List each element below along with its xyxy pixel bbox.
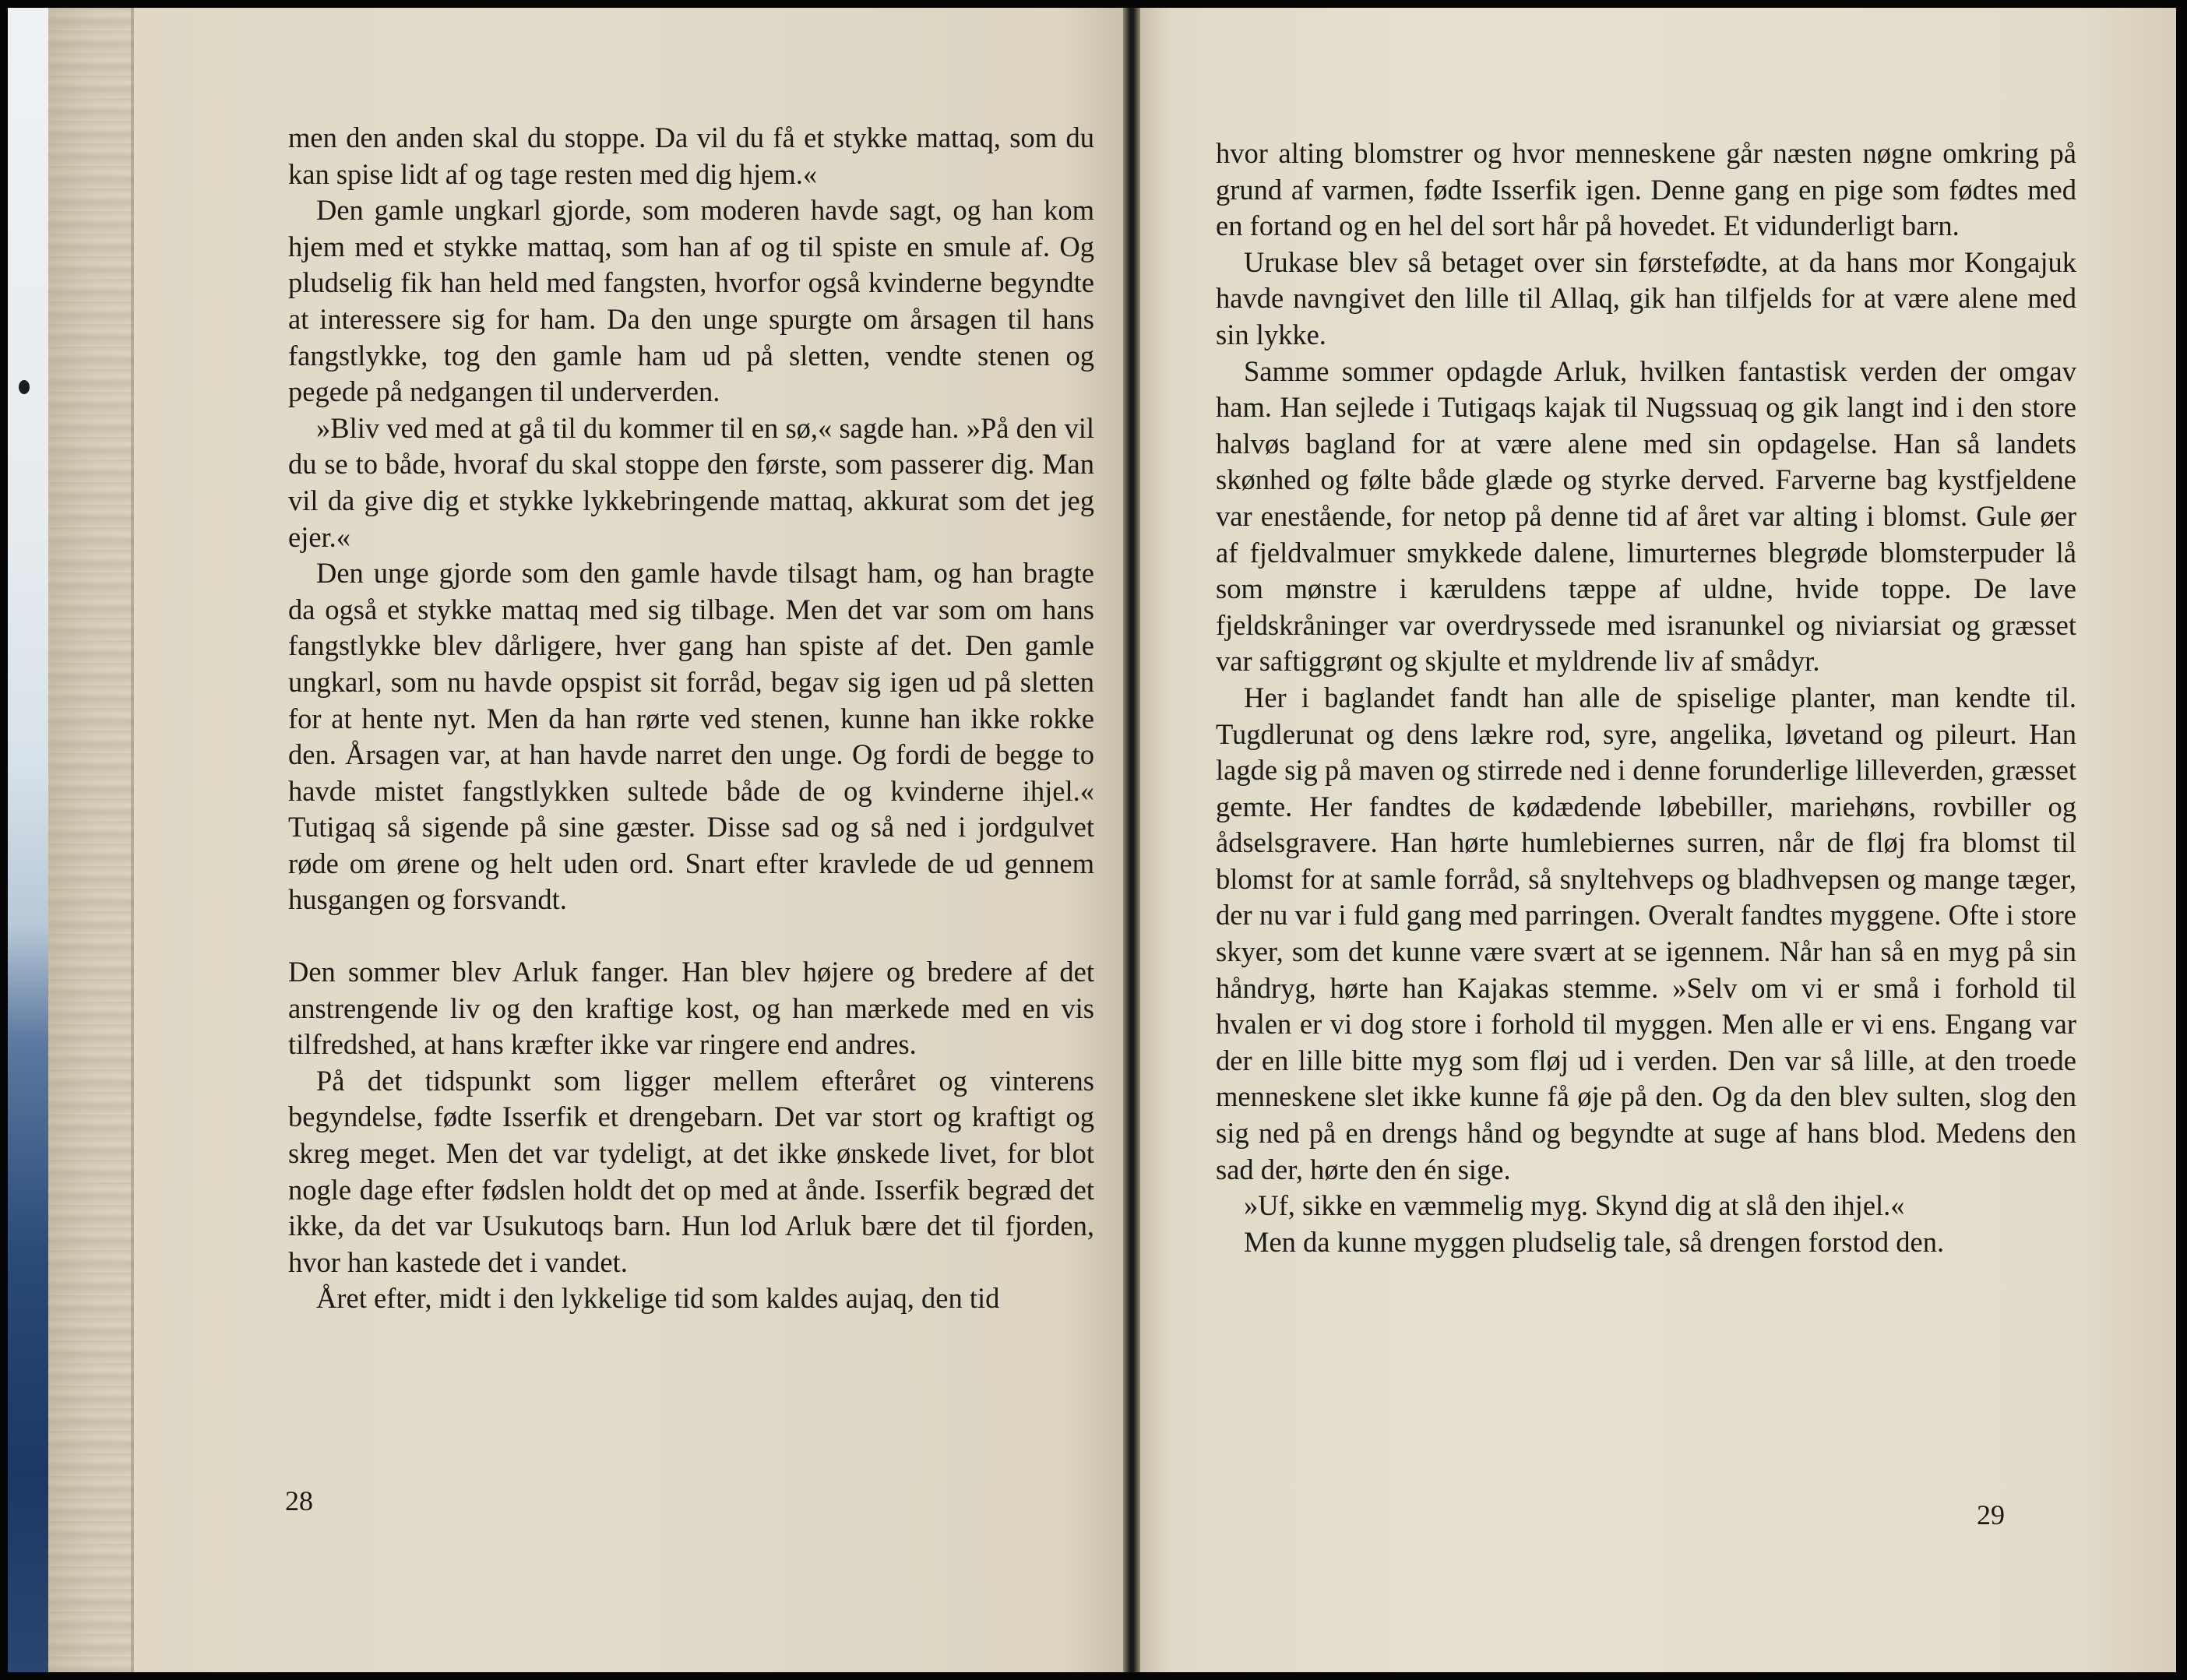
- paragraph: Den gamle ungkarl gjorde, som moderen havde sagt, og han kom hjem med et stykke mattaq, som han af og til spiste en smule af. Og pludselig fik han held med fangsten, hvorfor også kvinderne begyndte at interessere sig for ham. Da den unge spurgte om årsagen til hans fangstlykke, tog den gamle ham ud på sletten, vendte stenen og pegede på nedgangen til underverden.: [288, 194, 1094, 408]
- page-number: 28: [285, 1485, 313, 1516]
- left-page: [48, 8, 1123, 1672]
- page-number: 29: [1977, 1499, 2005, 1530]
- paragraph: På det tidspunkt som ligger mellem efteråret og vinterens begyndelse, fødte Isserfik et drengebarn. Det var stort og kraftigt og skreg meget. Men det var tydeligt, at det ikke ønskede livet, for blot nogle dage efter fødslen holdt det op med at ånde. Isserfik begræd det ikke, da det var Usukutoqs barn. Hun lod Arluk bære det til fjorden, hvor han kastede det i vandet.: [288, 1064, 1094, 1278]
- paragraph: men den anden skal du stoppe. Da vil du få et stykke mattaq, som du kan spise lidt af og tage resten med dig hjem.«: [288, 122, 1094, 190]
- paragraph: hvor alting blomstrer og hvor menneskene går næsten nøgne omkring på grund af varmen, fødte Isserfik igen. Denne gang en pige som fødtes med en fortand og en hel del sort hår på hovedet. Et vidunderligt barn.: [1216, 137, 2076, 242]
- paragraph: Året efter, midt i den lykkelige tid som kaldes aujaq, den tid: [316, 1282, 1000, 1315]
- paragraph: »Bliv ved med at gå til du kommer til en sø,« sagde han. »På den vil du se to både, hvoraf du skal stoppe den første, som passerer dig. Man vil da give dig et stykke lykkebringende mattaq, akkurat som det jeg ejer.«: [288, 411, 1094, 553]
- background-scene: [8, 8, 48, 1672]
- right-page-text: [1216, 136, 2076, 1260]
- paragraph: »Uf, sikke en væmmelig myg. Skynd dig at slå den ihjel.«: [1244, 1189, 1905, 1222]
- right-page: [1140, 8, 2176, 1672]
- left-page-text: [288, 120, 1094, 1317]
- paragraph: Urukase blev så betaget over sin førstefødte, at da hans mor Kongajuk havde navngivet den lille til Allaq, gik han tilfjelds for at være alene med sin lykke.: [1216, 245, 2076, 350]
- worn-page-edge: [48, 8, 134, 1672]
- paragraph: Her i baglandet fandt han alle de spiselige planter, man kendte til. Tugdlerunat og dens lækre rod, syre, angelika, løvetand og pileurt. Han lagde sig på maven og stirrede ned i denne forunderlige lilleverden, græsset gemte. Her fandtes de kødædende løbebiller, mariehøns, rovbiller og ådselsgravere. Han hørte humlebiernes surren, når de fløj fra blomst til blomst for at samle forråd, så snyltehveps og bladhvepsen og mange tæger, der nu var i fuld gang med parringen. Overalt fandtes myggene. Ofte i store skyer, som det kunne være svært at se igennem. Når han så en myg på sin håndryg, hørte han Kajakas stemme. »Selv om vi er små i forhold til hvalen er vi dog store i forhold til myggen. Men alle er vi ens. Engang var der en lille bitte myg som fløj ud i verden. Den var så lille, at den troede menneskene slet ikke kunne få øje på den. Og da den blev sulten, slog den sig ned på en drengs hånd og begyndte at suge af hans blod. Medens den sad der, hørte den én sige.: [1216, 681, 2076, 1185]
- paragraph: Den unge gjorde som den gamle havde tilsagt ham, og han bragte da også et stykke mattaq med sig tilbage. Men det var som om hans fangstlykke blev dårligere, hver gang han spiste af det. Den gamle ungkarl, som nu havde opspist sit forråd, begav sig igen ud på sletten for at hente nyt. Men da han rørte ved stenen, kunne han ikke rokke den. Årsagen var, at han havde narret den unge. Og fordi de begge to havde mistet fangstlykken sultede både de og kvinderne ihjel.« Tutigaq så sigende på sine gæster. Disse sad og så ned i jordgulvet røde om ørene og helt uden ord. Snart efter kravlede de ud gennem husgangen og forsvandt.: [288, 557, 1094, 916]
- paragraph: Men da kunne myggen pludselig tale, så drengen forstod den.: [1244, 1225, 1945, 1258]
- ink-spot: [19, 380, 30, 394]
- paragraph: Samme sommer opdagde Arluk, hvilken fantastisk verden der omgav ham. Han sejlede i Tutigaqs kajak til Nugssuaq og gik langt ind i den store halvøs bagland for at være alene med sin opdagelse. Han så landets skønhed og følte både glæde og styrke derved. Farverne bag kystfjeldene var enestående, for netop på denne tid af året var alting i blomst. Gule øer af fjeldvalmuer smykkede dalene, limurternes blegrøde blomsterpuder lå som mønstre i kæruldens tæppe af uldne, hvide toppe. De lave fjeldskråninger var overdryssede med isranunkel og niviarsiat og græsset var saftiggrønt og skjulte et myldrende liv af smådyr.: [1216, 354, 2076, 678]
- paragraph: Den sommer blev Arluk fanger. Han blev højere og bredere af det anstrengende liv og den kraftige kost, og han mærkede med en vis tilfredshed, at hans kræfter ikke var ringere end andres.: [288, 956, 1094, 1061]
- book-gutter: [1123, 8, 1140, 1672]
